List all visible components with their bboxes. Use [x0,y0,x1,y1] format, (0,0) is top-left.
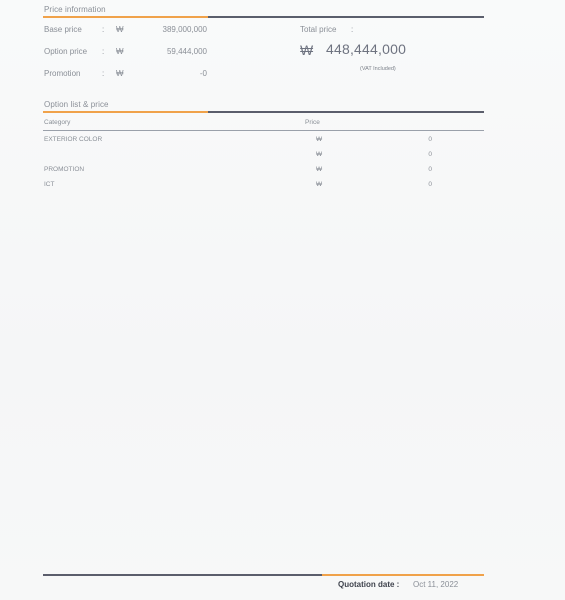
option-row-price: 0 [428,136,432,143]
promotion-currency: ₩ [116,69,124,78]
price-information-rule [208,16,484,18]
option-price-value: 59,444,000 [166,47,207,56]
option-price-colon: : [102,47,105,56]
base-price-currency: ₩ [116,25,124,34]
price-column-header: Price [305,119,320,126]
table-header-rule [43,130,484,131]
total-price-label: Total price [300,25,337,34]
option-row-currency: ₩ [316,151,323,158]
quotation-date-value: Oct 11, 2022 [413,580,459,589]
total-price-amount: 448,444,000 [326,41,407,57]
option-row-currency: ₩ [316,136,323,143]
vat-included-note: (VAT Included) [360,66,396,72]
option-price-currency: ₩ [116,47,124,56]
quotation-date-label: Quotation date : [338,580,400,589]
base-price-label: Base price [44,25,82,34]
base-price-value: 389,000,000 [162,25,207,34]
option-row-category: EXTERIOR COLOR [44,136,103,143]
price-information-rule-accent [43,16,208,18]
option-row-price: 0 [428,181,432,188]
option-row-currency: ₩ [316,166,323,173]
option-row-category: PROMOTION [44,166,85,173]
promotion-colon: : [102,69,105,78]
base-price-colon: : [102,25,105,34]
option-row-currency: ₩ [316,181,323,188]
promotion-value: -0 [199,69,207,78]
price-information-title: Price information [44,5,106,14]
option-row-price: 0 [428,166,432,173]
option-row-category: ICT [44,181,55,188]
footer-rule [43,574,322,576]
option-price-label: Option price [44,47,88,56]
promotion-label: Promotion [44,69,81,78]
category-column-header: Category [44,119,71,126]
total-price-colon: : [351,25,354,34]
total-price-currency: ₩ [300,42,314,58]
option-list-title: Option list & price [44,100,109,109]
option-row-price: 0 [428,151,432,158]
footer-rule-accent [322,574,484,576]
option-list-rule [208,111,484,113]
option-list-rule-accent [43,111,208,113]
